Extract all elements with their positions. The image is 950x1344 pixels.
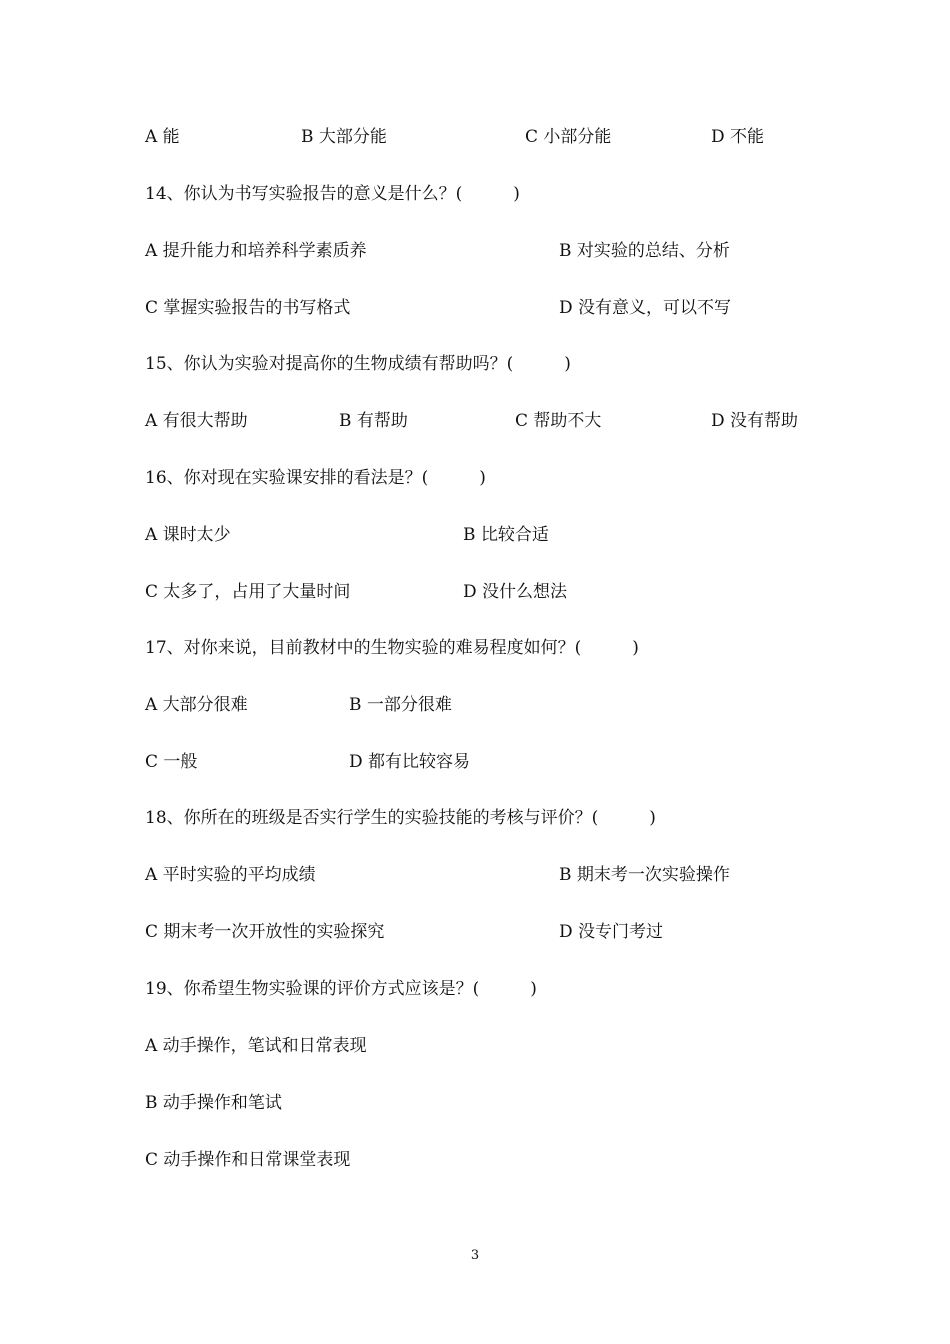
option-d: D 不能 bbox=[711, 127, 765, 147]
option-b: B 比较合适 bbox=[463, 525, 549, 545]
option-d: D 没专门考过 bbox=[559, 922, 664, 942]
option-c: C 一般 bbox=[145, 752, 198, 772]
option-a: A 平时实验的平均成绩 bbox=[145, 865, 316, 885]
question-16: 16、你对现在实验课安排的看法是？( ) bbox=[145, 468, 486, 488]
option-a: A 能 bbox=[145, 127, 180, 147]
option-b: B 期末考一次实验操作 bbox=[559, 865, 730, 885]
page-number: 3 bbox=[470, 1248, 480, 1263]
option-b: B 大部分能 bbox=[301, 127, 387, 147]
option-c: C 太多了，占用了大量时间 bbox=[145, 582, 351, 602]
question-17: 17、对你来说，目前教材中的生物实验的难易程度如何？( ) bbox=[145, 638, 639, 658]
option-a: A 提升能力和培养科学素质养 bbox=[145, 241, 367, 261]
option-b: B 对实验的总结、分析 bbox=[559, 241, 730, 261]
option-19-a: A 动手操作，笔试和日常表现 bbox=[145, 1036, 367, 1056]
option-d: D 没有帮助 bbox=[711, 411, 799, 431]
option-c: C 帮助不大 bbox=[515, 411, 602, 431]
option-a: A 课时太少 bbox=[145, 525, 231, 545]
option-d: D 没什么想法 bbox=[463, 582, 568, 602]
option-d: D 没有意义，可以不写 bbox=[559, 298, 732, 318]
option-c: C 掌握实验报告的书写格式 bbox=[145, 298, 351, 318]
option-19-b: B 动手操作和笔试 bbox=[145, 1093, 282, 1113]
option-a: A 大部分很难 bbox=[145, 695, 248, 715]
option-d: D 都有比较容易 bbox=[349, 752, 471, 772]
option-b: B 一部分很难 bbox=[349, 695, 452, 715]
option-a: A 有很大帮助 bbox=[145, 411, 248, 431]
option-b: B 有帮助 bbox=[339, 411, 408, 431]
option-c: C 小部分能 bbox=[525, 127, 612, 147]
option-19-c: C 动手操作和日常课堂表现 bbox=[145, 1150, 351, 1170]
option-c: C 期末考一次开放性的实验探究 bbox=[145, 922, 385, 942]
question-14: 14、你认为书写实验报告的意义是什么？( ) bbox=[145, 184, 520, 204]
question-19: 19、你希望生物实验课的评价方式应该是？( ) bbox=[145, 979, 537, 999]
question-15: 15、你认为实验对提高你的生物成绩有帮助吗？( ) bbox=[145, 354, 571, 374]
question-18: 18、你所在的班级是否实行学生的实验技能的考核与评价？( ) bbox=[145, 808, 656, 828]
